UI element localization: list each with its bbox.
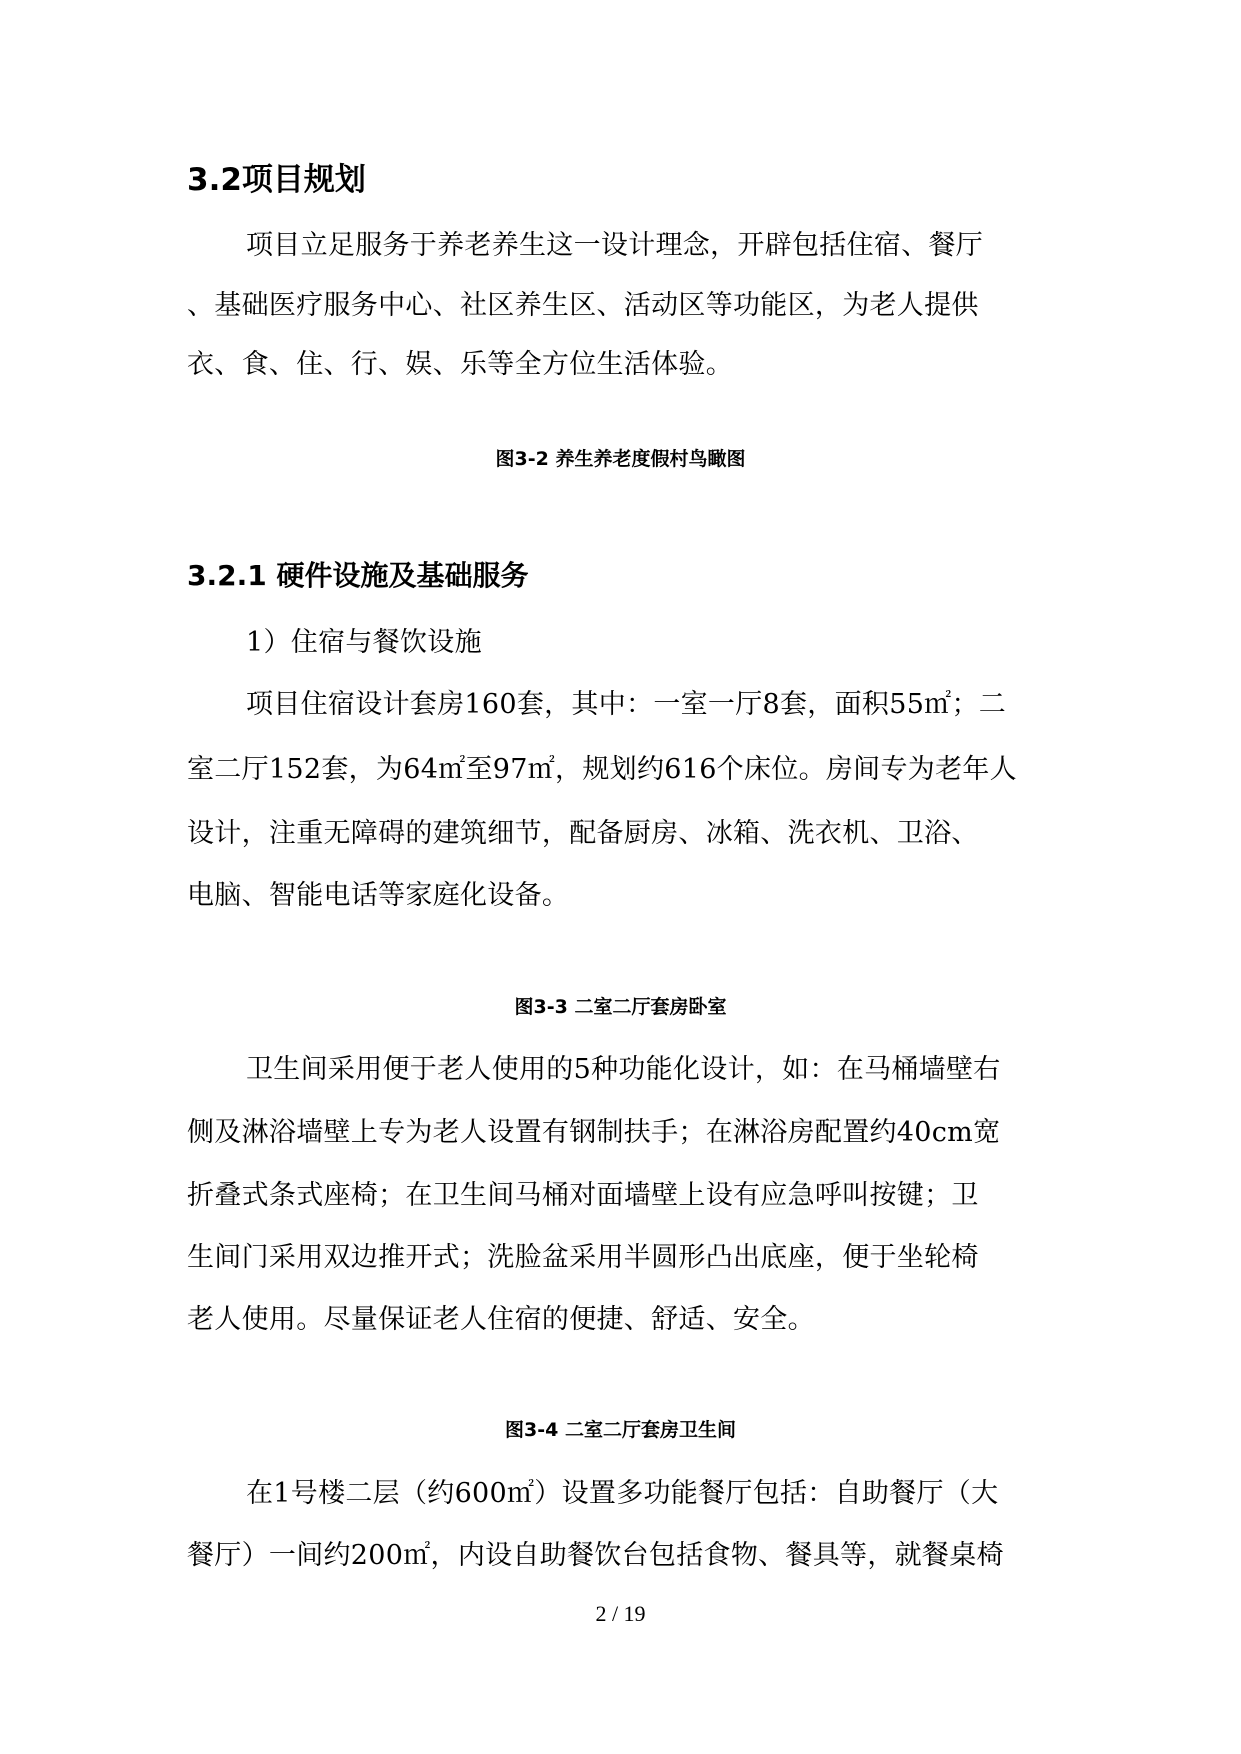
page-number: 2 / 19: [595, 1601, 646, 1626]
intro-line-2: 、基础医疗服务中心、社区养生区、活动区等功能区，为老人提供: [187, 290, 979, 321]
lodging-line-1: 项目住宿设计套房160套，其中：一室一厅8套，面积55㎡；二: [246, 689, 1007, 720]
section-heading: 3.2项目规划: [187, 162, 366, 198]
figure-caption-3-4: 图3-4 二室二厅套房卫生间: [505, 1419, 736, 1441]
bathroom-line-2: 侧及淋浴墙壁上专为老人设置有钢制扶手；在淋浴房配置约40cm宽: [187, 1117, 1001, 1148]
lodging-line-3: 设计，注重无障碍的建筑细节，配备厨房、冰箱、洗衣机、卫浴、: [187, 818, 979, 849]
bathroom-line-4: 生间门采用双边推开式；洗脸盆采用半圆形凸出底座，便于坐轮椅: [187, 1242, 979, 1273]
figure-caption-3-2: 图3-2 养生养老度假村鸟瞰图: [495, 448, 746, 470]
bathroom-line-5: 老人使用。尽量保证老人住宿的便捷、舒适、安全。: [187, 1304, 815, 1335]
intro-line-3: 衣、食、住、行、娱、乐等全方位生活体验。: [187, 349, 733, 380]
intro-line-1: 项目立足服务于养老养生这一设计理念，开辟包括住宿、餐厅: [246, 230, 984, 261]
lodging-line-4: 电脑、智能电话等家庭化设备。: [187, 880, 570, 911]
dining-line-2: 餐厅）一间约200㎡，内设自助餐饮台包括食物、餐具等，就餐桌椅: [187, 1540, 1004, 1571]
lodging-line-2: 室二厅152套，为64㎡至97㎡，规划约616个床位。房间专为老年人: [187, 754, 1017, 785]
subsection-heading: 3.2.1 硬件设施及基础服务: [187, 559, 529, 592]
item-1-title: 1）住宿与餐饮设施: [246, 627, 482, 658]
bathroom-line-3: 折叠式条式座椅；在卫生间马桶对面墙壁上设有应急呼叫按键；卫: [187, 1180, 979, 1211]
dining-line-1: 在1号楼二层（约600㎡）设置多功能餐厅包括：自助餐厅（大: [246, 1478, 999, 1509]
bathroom-line-1: 卫生间采用便于老人使用的5种功能化设计，如：在马桶墙壁右: [246, 1054, 1001, 1085]
figure-caption-3-3: 图3-3 二室二厅套房卧室: [514, 996, 727, 1018]
